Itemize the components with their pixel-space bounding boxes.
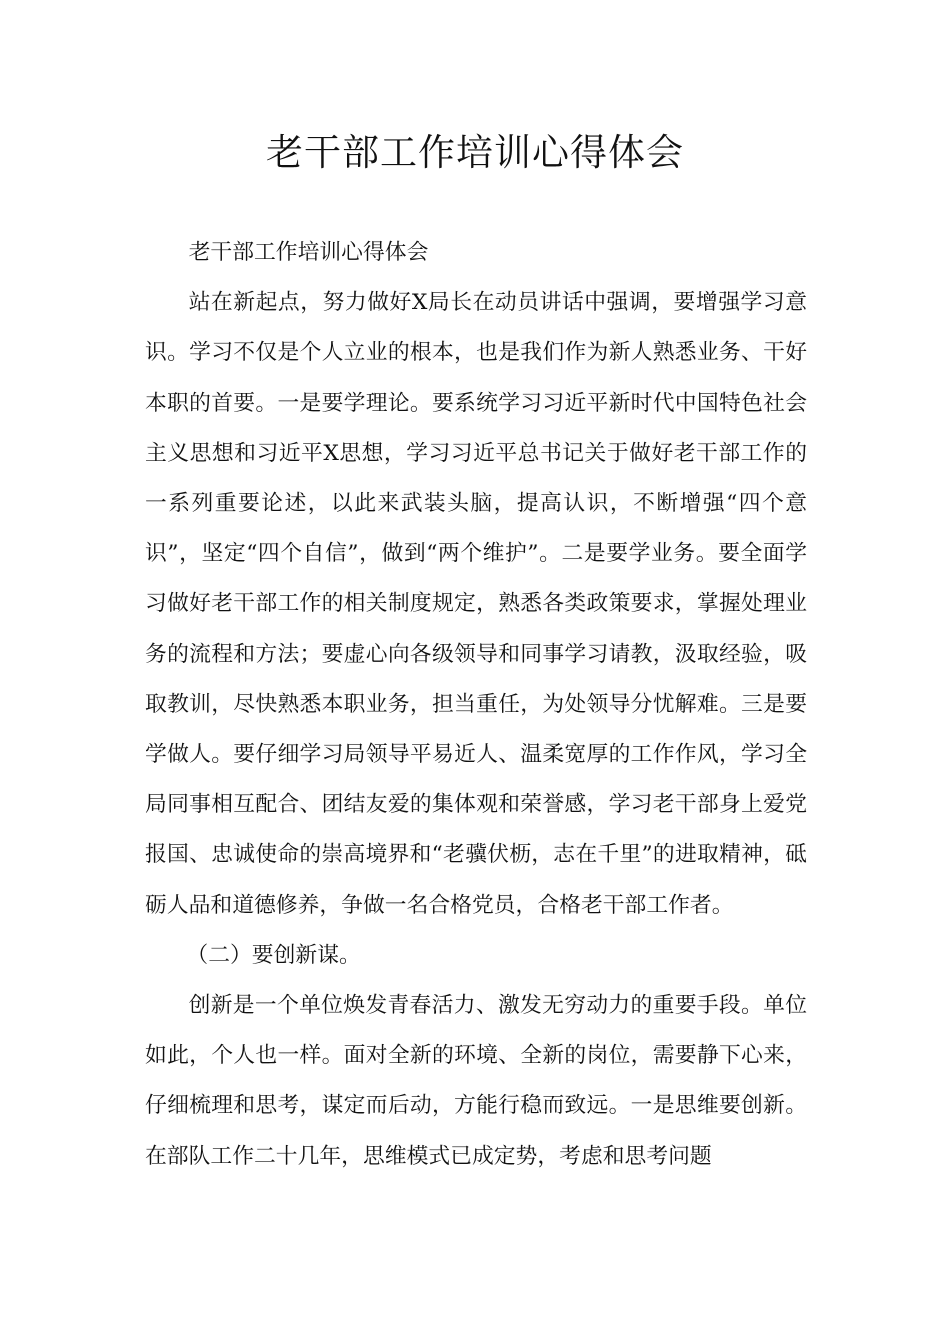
document-body [145,228,807,1182]
section-heading-innovation: （二）要创新谋。 [186,942,361,968]
paragraph-subtitle: 老干部工作培训心得体会 [188,240,429,265]
document-title: 老干部工作培训心得体会 [266,131,684,174]
paragraph-innovation: 创新是一个单位焕发青春活力、激发无穷动力的重要手段。单位如此，个人也一样。面对全新的环境、全新的岗位，需要静下心来，仔细梳理和思考，谋定而后动，方能行稳而致远。一是思维要创新。在部队工作二十几年，思维模式已成定势，考虑和思考问题 [145,993,807,1169]
paragraph-learning: 站在新起点，努力做好X局长在动员讲话中强调，要增强学习意识。学习不仅是个人立业的根本，也是我们作为新人熟悉业务、干好本职的首要。一是要学理论。要系统学习习近平新时代中国特色社会主义思想和习近平X思想，学习习近平总书记关于做好老干部工作的一系列重要论述，以此来武装头脑，提高认识，不断增强“四个意识”，坚定“四个自信”，做到“两个维护”。二是要学业务。要全面学习做好老干部工作的相关制度规定，熟悉各类政策要求，掌握处理业务的流程和方法；要虚心向各级领导和同事学习请教，汲取经验，吸取教训，尽快熟悉本职业务，担当重任，为处领导分忧解难。三是要学做人。要仔细学习局领导平易近人、温柔宽厚的工作作风，学习全局同事相互配合、团结友爱的集体观和荣誉感，学习老干部身上爱党报国、忠诚使命的崇高境界和“老骥伏枥，志在千里”的进取精神，砥砺人品和道德修养，争做一名合格党员，合格老干部工作者。 [145,290,807,918]
